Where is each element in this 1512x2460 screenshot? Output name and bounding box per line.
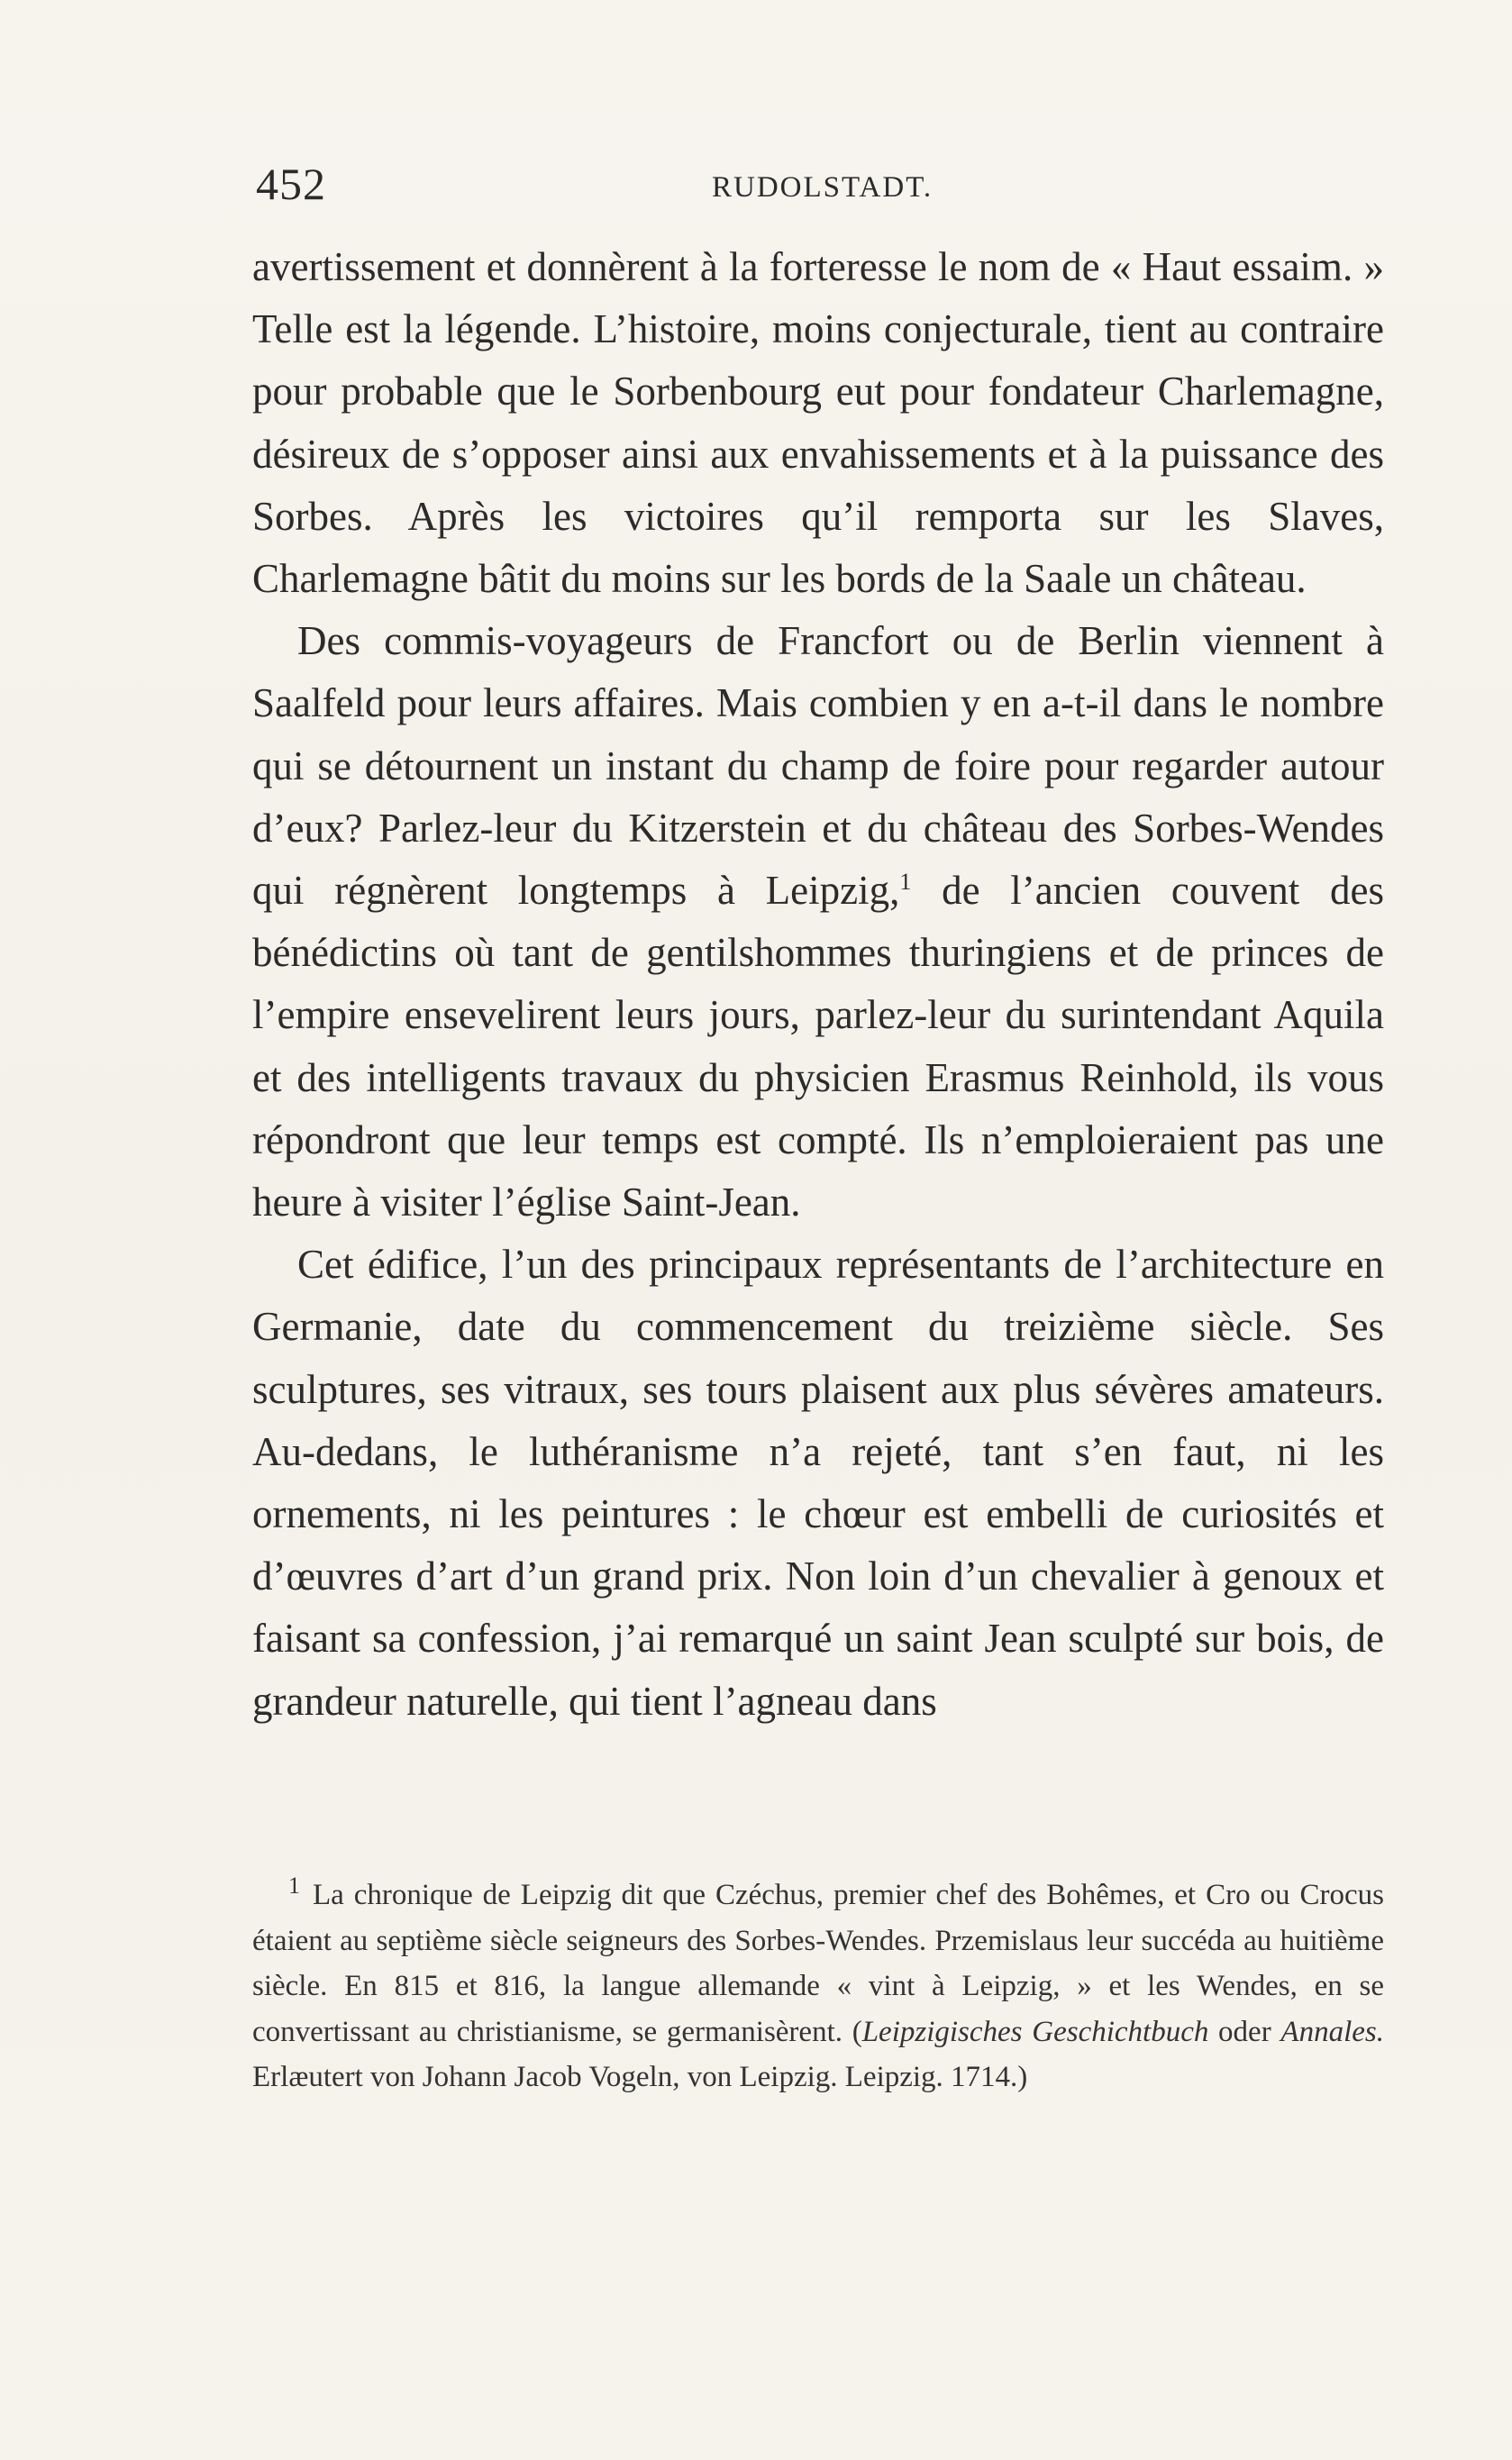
paragraph-1: avertissement et donnèrent à la forteresse le nom de « Haut essaim. » Telle est la légende. L’histoire, moins conjecturale, tient au contraire pour probable que le Sorbenbourg eut pour fondateur Charlemagne, désireux de s’opposer ainsi aux envahissements et à la puissance des Sorbes. Après les victoires qu’il remporta sur les Slaves, Charlemagne bâtit du moins sur les bords de la Saale un château. (252, 244, 1384, 602)
footnote-book-subtitle: Annales. (1280, 2015, 1384, 2048)
page-number: 452 (256, 159, 326, 209)
footnote-number: 1 (288, 1872, 300, 1899)
footnote-text-middle: oder (1208, 2015, 1281, 2048)
footnote-text-end: Erlæutert von Johann Jacob Vogeln, von Leipzig. Leipzig. 1714.) (252, 2061, 1028, 2093)
paragraph-2 (252, 610, 1384, 1234)
paragraph-3: Cet édifice, l’un des principaux représentants de l’architecture en Germanie, date du commencement du treizième siècle. Ses sculptures, ses vitraux, ses tours plaisent aux plus sévères amateurs. Au-dedans, le luthéranisme n’a rejeté, tant s’en faut, ni les ornements, ni les peintures : le chœur est embelli de curiosités et d’œuvres d’art d’un grand prix. Non loin d’un chevalier à genoux et faisant sa confession, j’ai remarqué un saint Jean sculpté sur bois, de grandeur naturelle, qui tient l’agneau dans (252, 1242, 1384, 1724)
paragraph-2-continued: de l’ancien couvent des bénédictins où tant de gentilshommes thuringiens et de princes de l’empire ensevelirent leurs jours, parlez-leur du surintendant Aquila et des intelligents travaux du physicien Erasmus Reinhold, ils vous répondront que leur temps est compté. Ils n’emploieraient pas une heure à visiter l’église Saint-Jean. (252, 868, 1384, 1225)
paragraph-2-text: Des commis-voyageurs de Francfort ou de Berlin viennent à Saalfeld pour leurs affaires. Mais combien y en a-t-il dans le nombre qui se détournent un instant du champ de foire pour regarder autour d’eux? Parlez-leur du Kitzerstein et du château des Sorbes-Wendes qui régnèrent longtemps à Leipzig, (252, 618, 1384, 914)
footnote-text: La chronique de Leipzig dit que Czéchus, premier chef des Bohêmes, et Cro ou Crocus étaient au septième siècle seigneurs des Sorbes-Wendes. Przemislaus leur succéda au huitième siècle. En 815 et 816, la langue allemande « vint à Leipzig, » et les Wendes, en se convertissant au christianisme, se germanisèrent. ( (252, 1879, 1384, 2048)
running-title: RUDOLSTADT. (712, 171, 934, 204)
footnote (252, 1872, 1384, 2100)
footnote-book-title: Leipzigisches Geschichtbuch (861, 2015, 1209, 2048)
main-text (252, 236, 1384, 1733)
footnote-reference: 1 (899, 869, 912, 896)
